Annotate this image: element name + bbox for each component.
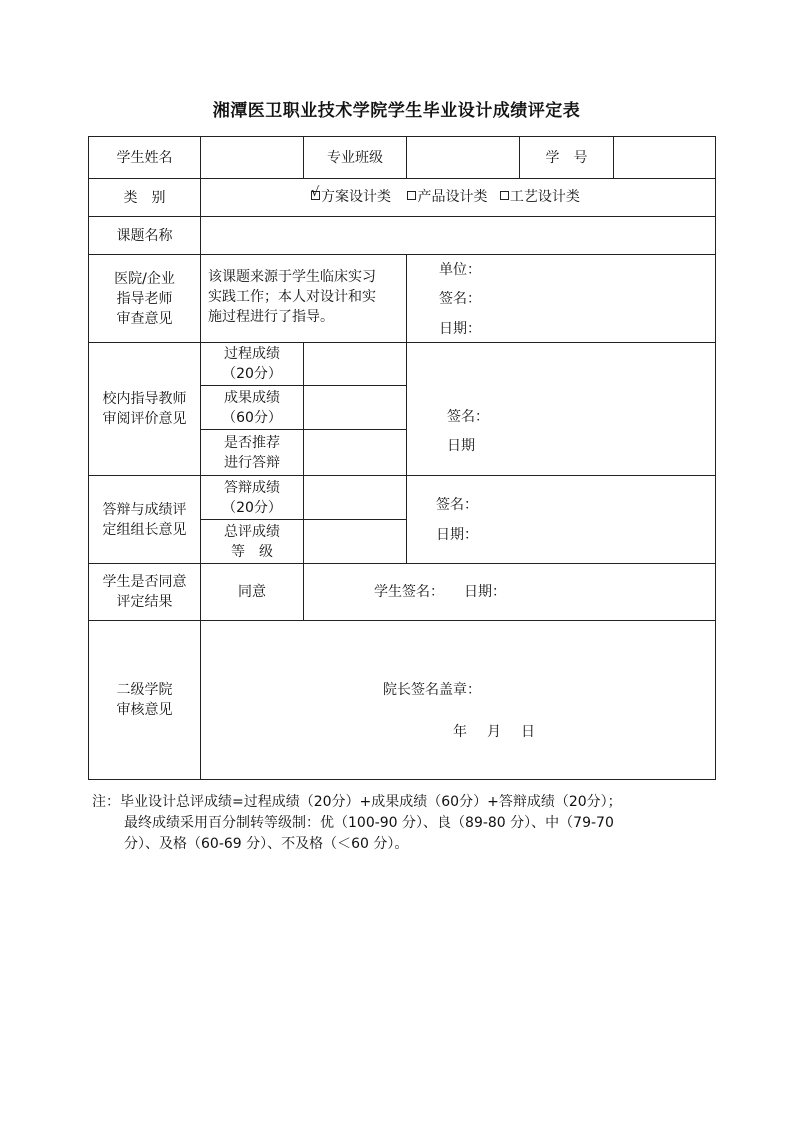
panel-date-label: 日期： xyxy=(436,527,478,543)
option-product-design[interactable]: 产品设计类 xyxy=(407,189,487,205)
dean-sign-label: 院长签名盖章： xyxy=(383,682,481,698)
topic-field[interactable] xyxy=(201,217,715,254)
hospital-review-text: 该课题来源于学生临床实习 实践工作；本人对设计和实 施过程进行了指导。 xyxy=(208,269,376,325)
recommend-defense-label: 是否推荐 进行答辩 xyxy=(224,434,280,471)
hospital-review-label: 医院/企业 指导老师 审查意见 xyxy=(114,270,175,327)
recommend-defense-field[interactable] xyxy=(304,430,406,475)
column-divider xyxy=(406,342,407,563)
defense-panel-label: 答辩与成绩评 定组组长意见 xyxy=(102,501,187,538)
student-date-label: 日期： xyxy=(464,584,506,600)
result-score-label: 成果成绩 （60分） xyxy=(222,389,282,426)
form-title: 湘潭医卫职业技术学院学生毕业设计成绩评定表 xyxy=(212,101,581,121)
category-label: 类 别 xyxy=(123,189,166,206)
result-score-field[interactable] xyxy=(304,386,406,429)
student-name-field[interactable] xyxy=(201,137,303,178)
note-line: 分）、及格（60-69 分）、不及格（＜60 分）。 xyxy=(124,836,409,852)
hospital-date-label: 日期： xyxy=(439,321,481,337)
total-grade-field[interactable] xyxy=(304,520,406,563)
hospital-sign-label: 签名： xyxy=(439,291,481,307)
teacher-date-label: 日期 xyxy=(447,438,475,454)
month-label: 月 xyxy=(487,724,501,740)
defense-score-label: 答辩成绩 （20分） xyxy=(222,479,282,516)
option-process-design[interactable]: 工艺设计类 xyxy=(500,189,580,205)
process-score-field[interactable] xyxy=(304,343,406,385)
note-line: 最终成绩采用百分制转等级制：优（100-90 分）、良（89-80 分）、中（79-70 xyxy=(124,815,614,831)
student-agree-label: 学生是否同意 评定结果 xyxy=(102,574,187,610)
category-options xyxy=(311,187,580,207)
total-grade-label: 总评成绩 等 级 xyxy=(224,523,280,560)
class-field[interactable] xyxy=(407,137,519,178)
year-label: 年 xyxy=(453,724,467,740)
class-label: 专业班级 xyxy=(327,149,383,166)
panel-sign-label: 签名： xyxy=(436,497,478,513)
hospital-unit-label: 单位： xyxy=(439,262,481,278)
process-score-label: 过程成绩 （20分） xyxy=(222,346,282,382)
column-divider xyxy=(303,563,304,620)
checkbox-icon[interactable] xyxy=(500,191,509,200)
evaluation-form-table xyxy=(88,136,716,780)
student-name-label: 学生姓名 xyxy=(116,149,173,166)
column-divider xyxy=(406,254,407,342)
checkbox-icon[interactable] xyxy=(407,191,416,200)
teacher-sign-label: 签名： xyxy=(447,409,489,425)
day-label: 日 xyxy=(521,724,535,740)
school-teacher-label: 校内指导教师 审阅评价意见 xyxy=(102,391,187,427)
topic-label: 课题名称 xyxy=(116,227,173,244)
agree-option[interactable]: 同意 xyxy=(238,584,266,600)
student-id-field[interactable] xyxy=(614,137,715,178)
checkmark-icon: √ xyxy=(311,185,320,200)
option-scheme-design[interactable]: √ 方案设计类 xyxy=(311,185,391,205)
college-review-label: 二级学院 审核意见 xyxy=(116,682,173,718)
student-id-label: 学 号 xyxy=(545,149,588,166)
note-line: 注：毕业设计总评成绩=过程成绩（20分）+成果成绩（60分）+答辩成绩（20分）； xyxy=(92,794,622,810)
student-sign-label: 学生签名： xyxy=(374,584,444,600)
defense-score-field[interactable] xyxy=(304,476,406,519)
